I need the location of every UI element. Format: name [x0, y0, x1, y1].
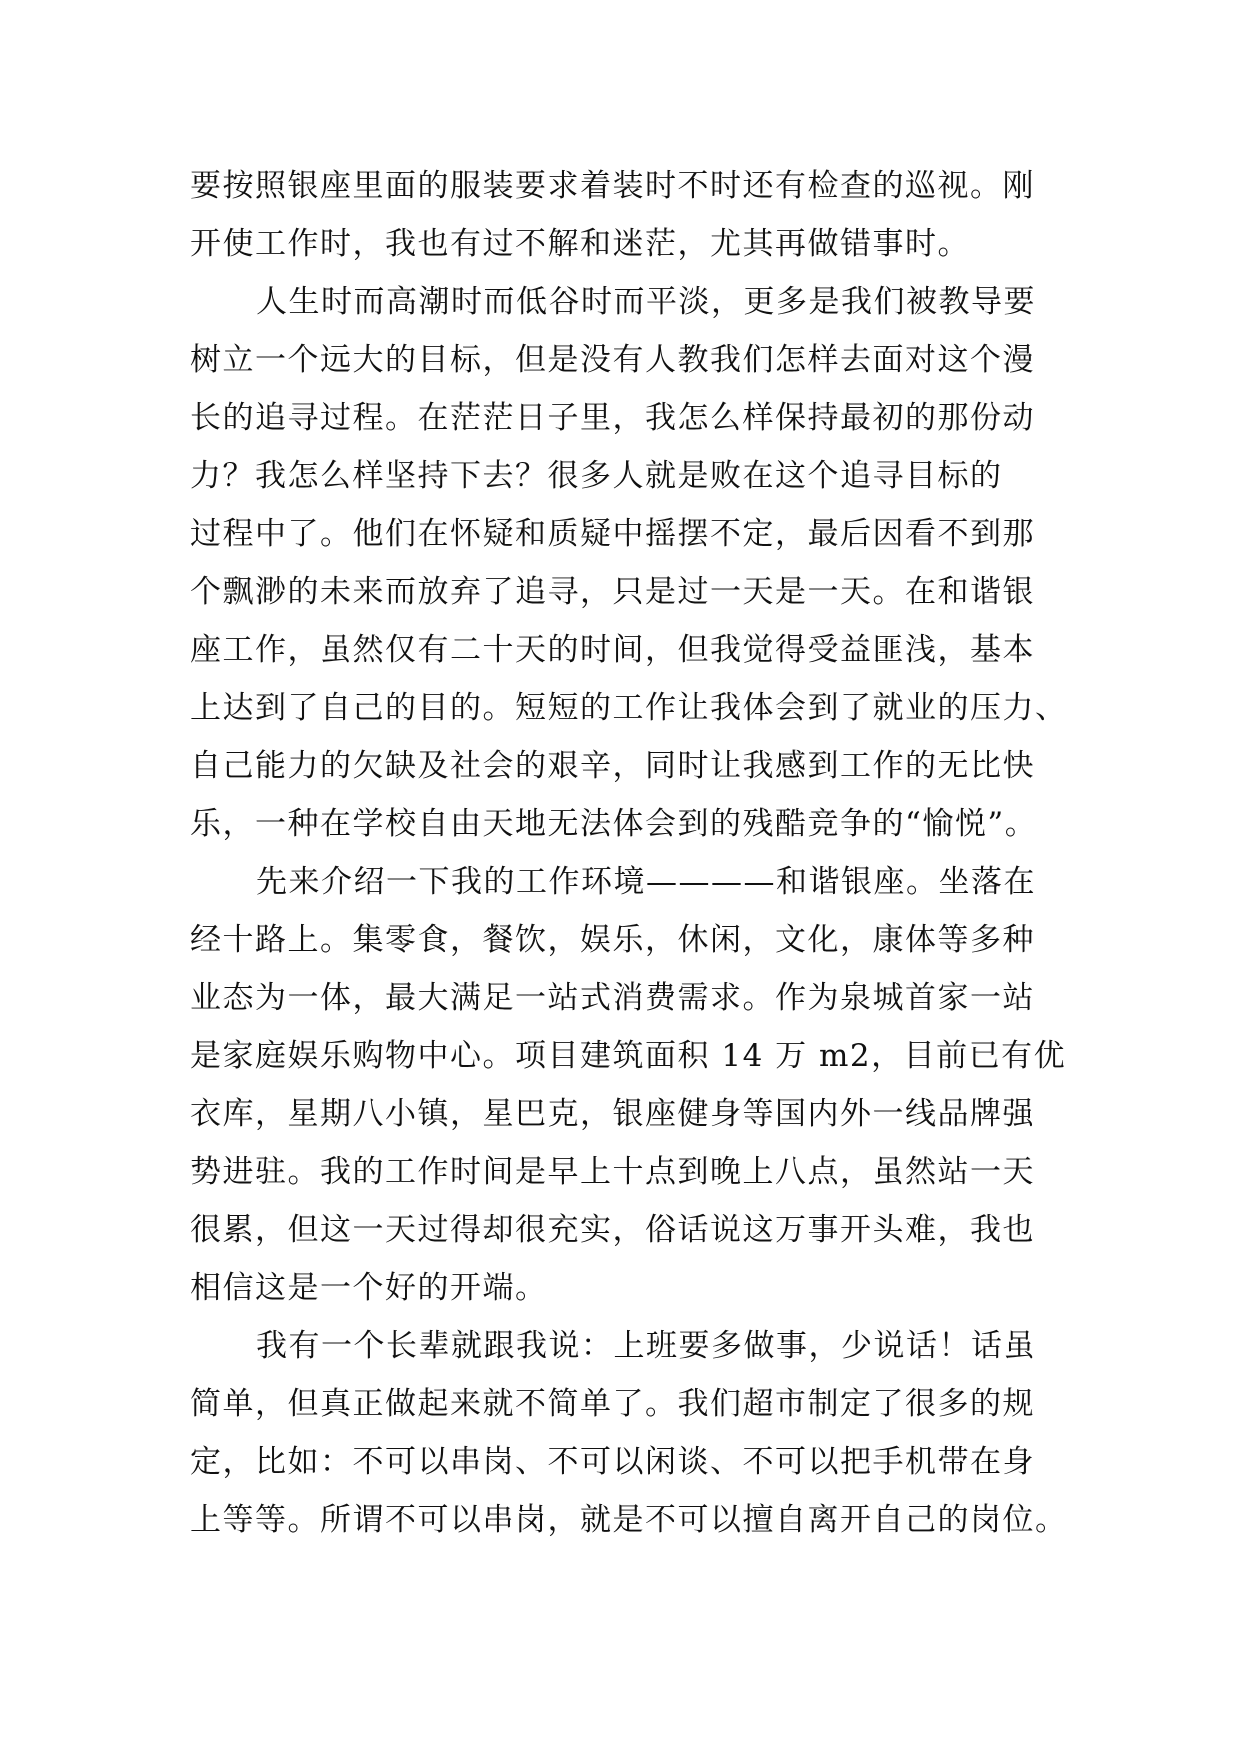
text-line: 很累，但这一天过得却很充实，俗话说这万事开头难，我也	[190, 1212, 1035, 1248]
text-line: 上等等。所谓不可以串岗，就是不可以擅自离开自己的岗位。	[190, 1502, 1068, 1538]
text-line: 开使工作时，我也有过不解和迷茫，尤其再做错事时。	[190, 226, 970, 262]
text-line: 业态为一体，最大满足一站式消费需求。作为泉城首家一站	[190, 980, 1035, 1016]
text-line: 要按照银座里面的服装要求着装时不时还有检查的巡视。刚	[190, 168, 1035, 204]
paragraph-2	[190, 273, 1068, 853]
text-line: 座工作，虽然仅有二十天的时间，但我觉得受益匪浅，基本	[190, 632, 1035, 668]
text-line: 自己能力的欠缺及社会的艰辛，同时让我感到工作的无比快	[190, 748, 1035, 784]
text-line: 衣库，星期八小镇，星巴克，银座健身等国内外一线品牌强	[190, 1096, 1035, 1132]
text-line: 经十路上。集零食，餐饮，娱乐，休闲，文化，康体等多种	[190, 922, 1035, 958]
text-line: 简单，但真正做起来就不简单了。我们超市制定了很多的规	[190, 1386, 1035, 1422]
paragraph-4	[190, 1317, 1068, 1549]
paragraph-1	[190, 157, 1060, 273]
text-line: 定，比如：不可以串岗、不可以闲谈、不可以把手机带在身	[190, 1444, 1035, 1480]
text-line: 相信这是一个好的开端。	[190, 1270, 548, 1306]
text-line: 长的追寻过程。在茫茫日子里，我怎么样保持最初的那份动	[190, 400, 1035, 436]
text-line: 乐，一种在学校自由天地无法体会到的残酷竞争的“愉悦”。	[190, 806, 1038, 842]
text-line: 我有一个长辈就跟我说：上班要多做事，少说话！话虽	[256, 1328, 1036, 1364]
text-line: 先来介绍一下我的工作环境————和谐银座。坐落在	[256, 864, 1036, 900]
text-line: 过程中了。他们在怀疑和质疑中摇摆不定，最后因看不到那	[190, 516, 1035, 552]
text-line: 个飘渺的未来而放弃了追寻，只是过一天是一天。在和谐银	[190, 574, 1035, 610]
text-line: 人生时而高潮时而低谷时而平淡，更多是我们被教导要	[256, 284, 1036, 320]
paragraph-3	[190, 853, 1067, 1317]
text-line: 是家庭娱乐购物中心。项目建筑面积 14 万 m2，目前已有优	[190, 1038, 1067, 1074]
text-line: 力？我怎么样坚持下去？很多人就是败在这个追寻目标的	[190, 458, 1003, 494]
text-line: 树立一个远大的目标，但是没有人教我们怎样去面对这个漫	[190, 342, 1035, 378]
text-line: 上达到了自己的目的。短短的工作让我体会到了就业的压力、	[190, 690, 1068, 726]
document-body	[190, 157, 1068, 1549]
text-line: 势进驻。我的工作时间是早上十点到晚上八点，虽然站一天	[190, 1154, 1035, 1190]
